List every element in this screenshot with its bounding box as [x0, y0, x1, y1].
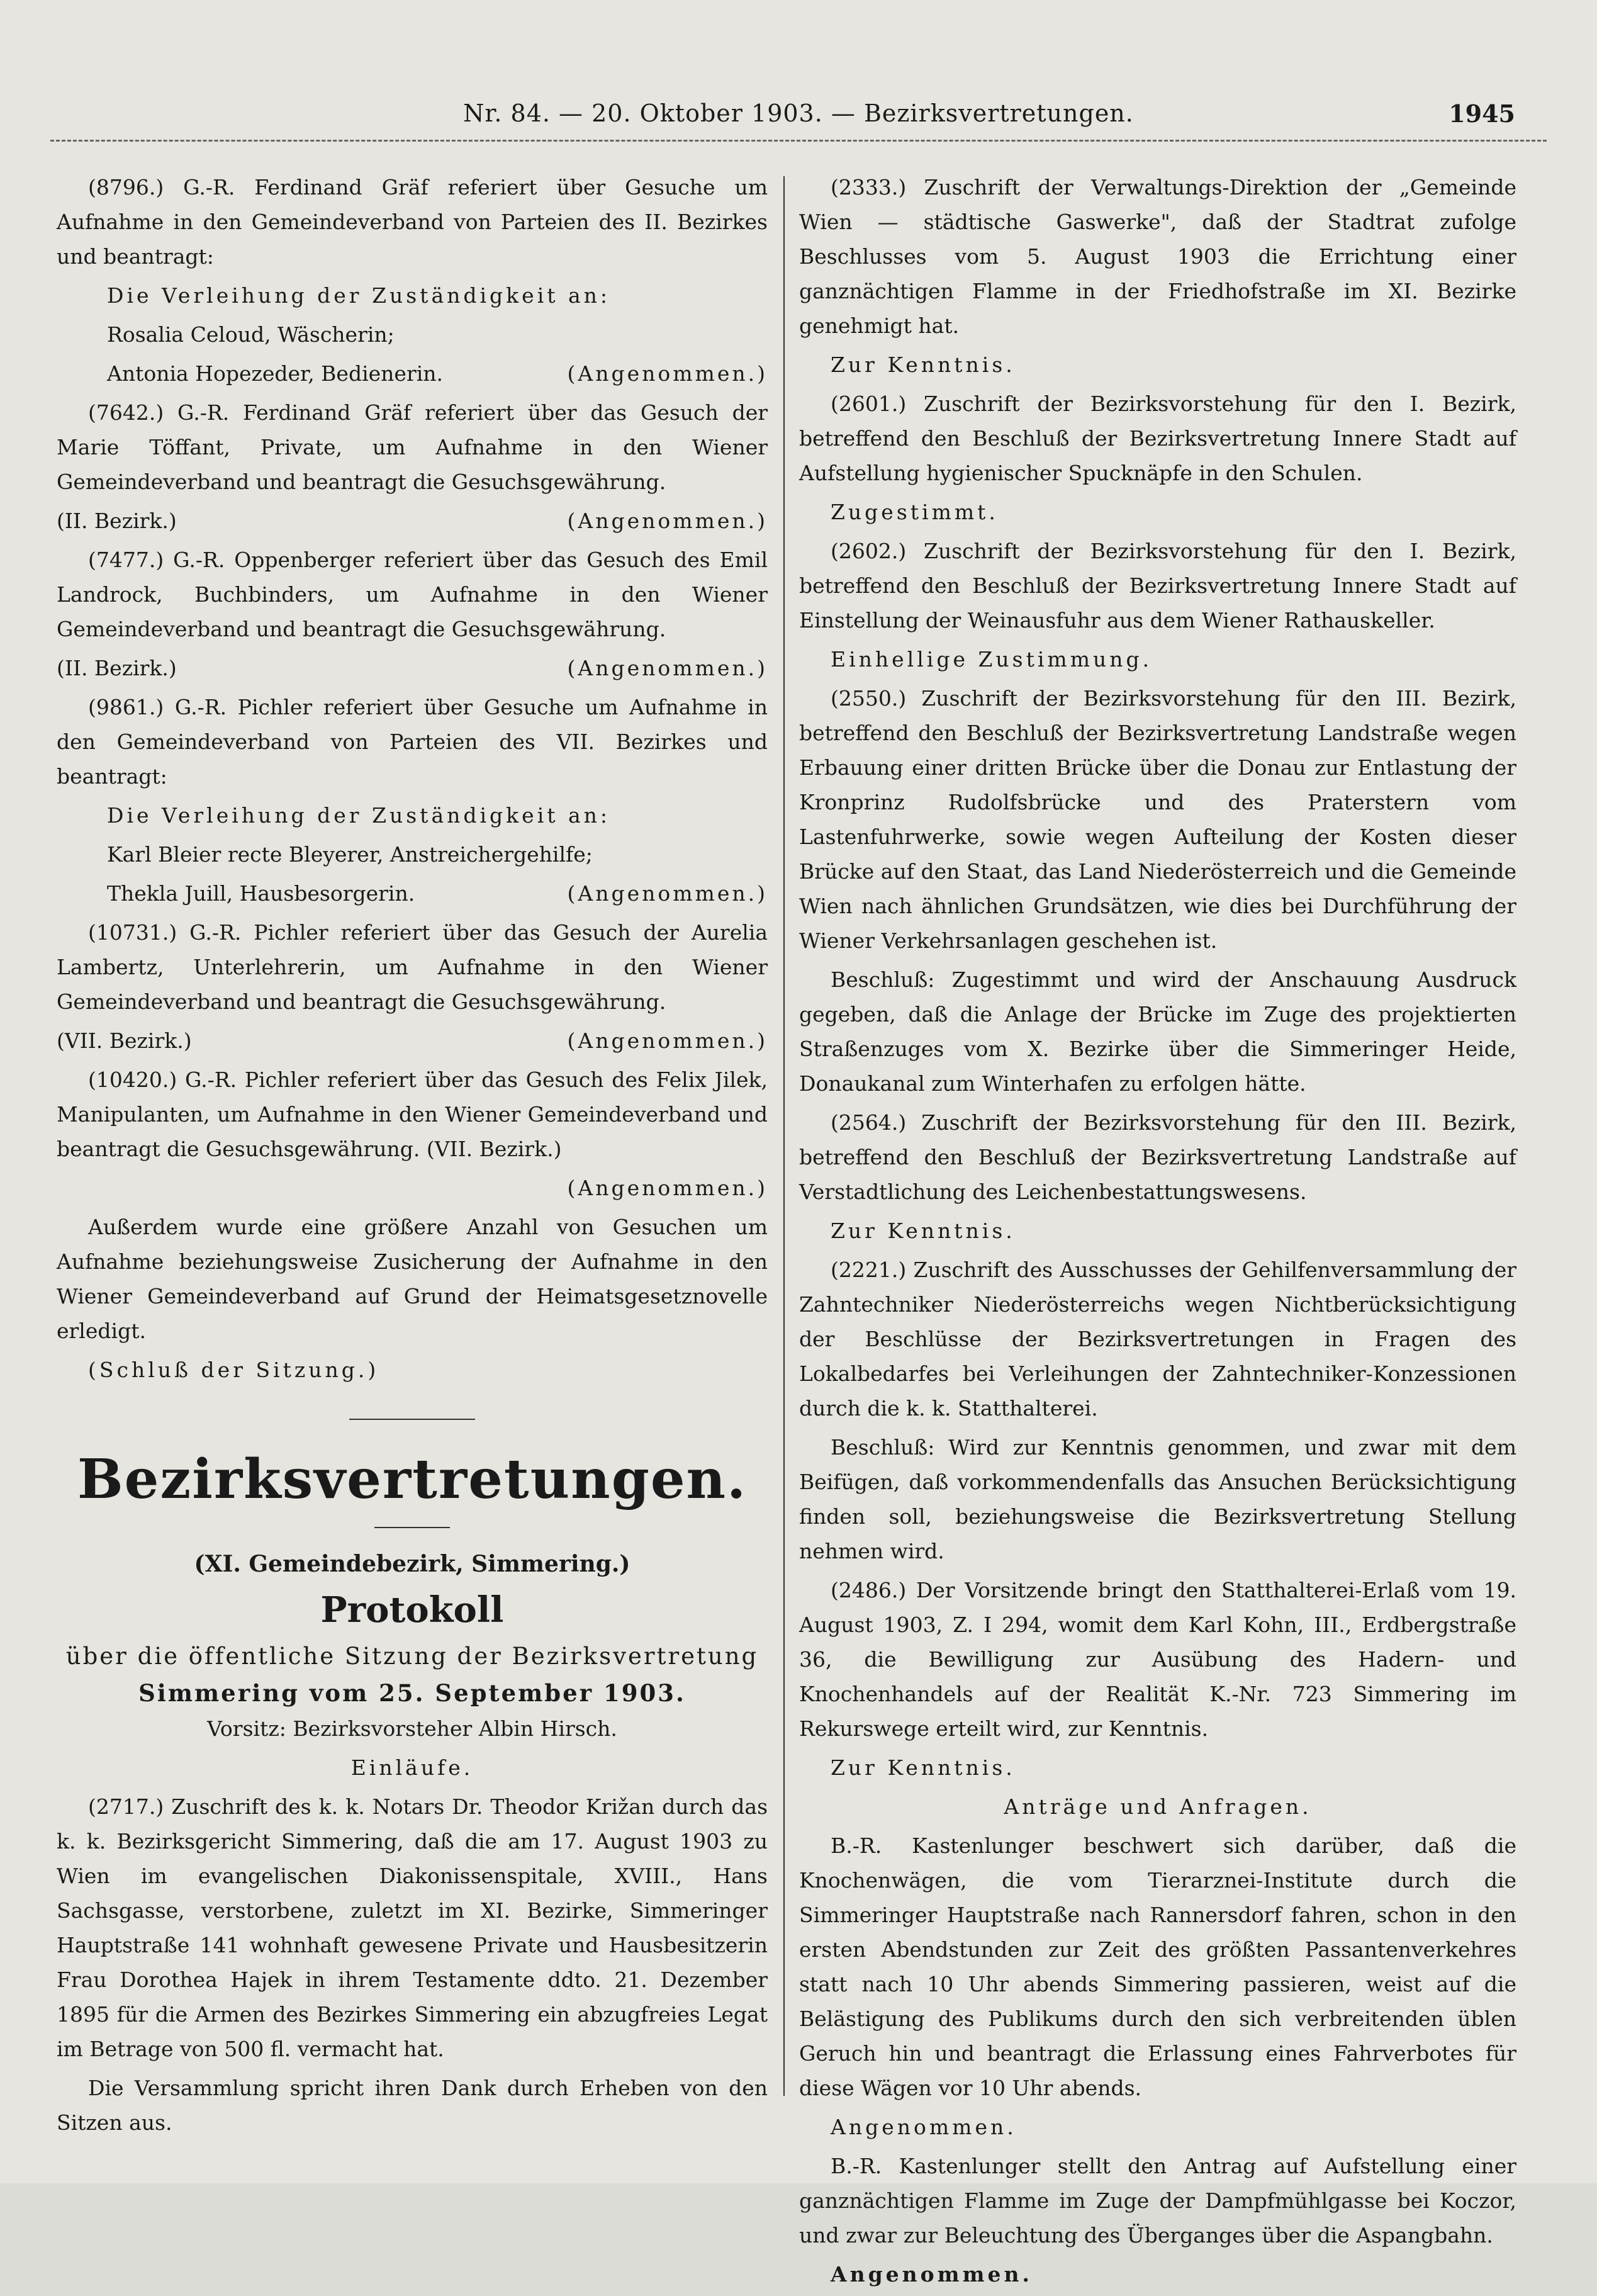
list-item	[57, 356, 768, 391]
district-note: (VII. Bezirk.)	[57, 1028, 192, 1053]
divider	[349, 1419, 475, 1420]
chair: Vorsitz: Bezirksvorsteher Albin Hirsch.	[207, 1716, 617, 1741]
column-divider	[783, 176, 785, 2096]
paragraph: (8796.) G.-R. Ferdinand Gräf referiert über Gesuche um Aufnahme in den Gemeindeverband von Parteien des II. Bezirkes und beantragt:	[57, 175, 768, 269]
paragraph: Außerdem wurde eine größere Anzahl von Gesuchen um Aufnahme beziehungsweise Zusicherung der Aufnahme in den Wiener Gemeindeverband auf Grund der Heimatsgesetznovelle erledigt.	[57, 1215, 768, 1343]
paragraph: B.-R. Kastenlunger stellt den Antrag auf Aufstellung einer ganznächtigen Flamme im Zuge der Dampfmühlgasse bei Koczor, und zwar zur Beleuchtung des Überganges über die Aspangbahn.	[799, 2154, 1516, 2248]
einlaeufe-heading: Einläufe.	[350, 1755, 474, 1780]
resolution: (Angenommen.)	[567, 1176, 768, 1200]
protokoll-heading: Protokoll	[320, 1589, 504, 1631]
list-item: Die Verleihung der Zuständigkeit an:	[107, 803, 611, 828]
decision: Einhellige Zustimmung.	[831, 647, 1153, 672]
paragraph: (2221.) Zuschrift des Ausschusses der Gehilfenversammlung der Zahntechniker Niederösterreichs wegen Nichtberücksichtigung der Beschlüsse der Bezirksvertretungen in Fragen des Lokalbedarfes bei Verleihungen der Zahntechniker-Konzessionen durch die k. k. Statthalterei.	[799, 1258, 1516, 1421]
decision: Zur Kenntnis.	[831, 1218, 1016, 1243]
session-end: (Schluß der Sitzung.)	[88, 1358, 379, 1382]
list-item-text: Thekla Juill, Hausbesorgerin.	[107, 881, 415, 906]
page-number: 1945	[1449, 99, 1515, 128]
session-date: Simmering vom 25. September 1903.	[138, 1679, 686, 1707]
district-note: (II. Bezirk.)	[57, 509, 177, 533]
paragraph: B.-R. Kastenlunger beschwert sich darüber, daß die Knochenwägen, die vom Tierarznei-Institute durch die Simmeringer Hauptstraße nach Rannersdorf fahren, schon in den ersten Abendstunden zur Zeit des größten Passantenverkehres statt nach 10 Uhr abends Simmering passieren, weist auf die Belästigung des Publikums durch den sich verbreitenden üblen Geruch hin und beantragt die Erlassung eines Fahrverbotes für diese Wägen vor 10 Uhr abends.	[799, 1833, 1516, 2100]
paragraph: (10731.) G.-R. Pichler referiert über das Gesuch der Aurelia Lambertz, Unterlehrerin, um Aufnahme in den Wiener Gemeindeverband und beantragt die Gesuchsgewährung.	[57, 920, 768, 1014]
right-column	[799, 170, 1516, 2296]
header-rule	[50, 140, 1547, 142]
paragraph: (9861.) G.-R. Pichler referiert über Gesuche um Aufnahme in den Gemeindeverband von Parteien des VII. Bezirkes und beantragt:	[57, 695, 768, 789]
district-note: (II. Bezirk.)	[57, 656, 177, 680]
antraege-heading: Anträge und Anfragen.	[1004, 1794, 1312, 1819]
decision: Zur Kenntnis.	[831, 1755, 1016, 1780]
paragraph: (2564.) Zuschrift der Bezirksvorstehung für den III. Bezirk, betreffend den Beschluß der Bezirksvertretung Landstraße auf Verstadtlichung des Leichenbestattungswesens.	[799, 1110, 1516, 1204]
resolution: (Angenommen.)	[567, 881, 768, 906]
paragraph: (7477.) G.-R. Oppenberger referiert über das Gesuch des Emil Landrock, Buchbinders, um Aufnahme in den Wiener Gemeindeverband und beantragt die Gesuchsgewährung.	[57, 548, 768, 641]
paragraph: (2333.) Zuschrift der Verwaltungs-Direktion der „Gemeinde Wien — städtische Gaswerke", daß der Stadtrat zufolge Beschlusses vom 5. August 1903 die Errichtung einer ganznächtigen Flamme in der Friedhofstraße im XI. Bezirke genehmigt hat.	[799, 175, 1516, 338]
paragraph: (2550.) Zuschrift der Bezirksvorstehung für den III. Bezirk, betreffend den Beschluß der Bezirksvertretung Landstraße wegen Erbauung einer dritten Brücke über die Donau zur Entlastung der Kronprinz Rudolfsbrücke und des Praterstern vom Lastenfuhrwerke, sowie wegen Aufteilung der Kosten dieser Brücke auf den Staat, das Land Niederösterreich und die Gemeinde Wien nach ähnlichen Grundsätzen, wie dies bei Durchführung der Wiener Verkehrsanlagen geschehen ist.	[799, 686, 1516, 953]
paragraph: (7642.) G.-R. Ferdinand Gräf referiert über das Gesuch der Marie Töffant, Private, um Aufnahme in den Wiener Gemeindeverband und beantragt die Gesuchsgewährung.	[57, 400, 768, 494]
session-description: über die öffentliche Sitzung der Bezirksvertretung	[65, 1643, 759, 1670]
resolution: (Angenommen.)	[567, 1028, 768, 1053]
resolution: (Angenommen.)	[567, 656, 768, 680]
list-item-text: Antonia Hopezeder, Bedienerin.	[107, 361, 444, 386]
paragraph: (2717.) Zuschrift des k. k. Notars Dr. Theodor Križan durch das k. k. Bezirksgericht Simmering, daß die am 17. August 1903 zu Wien im evangelischen Diakonissenspitale, XVIII., Hans Sachsgasse, verstorbene, zuletzt im XI. Bezirke, Simmeringer Hauptstraße 141 wohnhaft gewesene Private und Hausbesitzerin Frau Dorothea Hajek in ihrem Testamente ddto. 21. Dezember 1895 für die Armen des Bezirkes Simmering ein abzugfreies Legat im Betrage von 500 fl. vermacht hat.	[57, 1794, 768, 2061]
section-title: Bezirksvertretungen.	[77, 1448, 748, 1511]
list-item: Die Verleihung der Zuständigkeit an:	[107, 283, 611, 308]
decision: Angenommen.	[831, 2262, 1033, 2287]
resolution: Beschluß: Wird zur Kenntnis genommen, und zwar mit dem Beifügen, daß vorkommendenfalls das Ansuchen Berücksichtigung finden soll, beziehungsweise die Bezirksvertretung Stellung nehmen wird.	[799, 1435, 1516, 1563]
resolution: (Angenommen.)	[567, 361, 768, 386]
paragraph: Die Versammlung spricht ihren Dank durch Erheben von den Sitzen aus.	[57, 2076, 768, 2135]
list-item: Rosalia Celoud, Wäscherin;	[107, 322, 395, 347]
resolution: Beschluß: Zugestimmt und wird der Anschauung Ausdruck gegeben, daß die Anlage der Brücke im Zuge des projektierten Straßenzuges vom X. Bezirke über die Simmeringer Heide, Donaukanal zum Winterhafen zu erfolgen hätte.	[799, 967, 1516, 1096]
running-header	[0, 99, 1597, 137]
running-title: Nr. 84. — 20. Oktober 1903. — Bezirksvertretungen.	[463, 99, 1134, 127]
list-item: Karl Bleier recte Bleyerer, Anstreichergehilfe;	[107, 842, 593, 867]
decision: Zur Kenntnis.	[831, 352, 1016, 377]
district-heading: (XI. Gemeindebezirk, Simmering.)	[194, 1551, 630, 1577]
resolution: (Angenommen.)	[567, 509, 768, 533]
paragraph: (2486.) Der Vorsitzende bringt den Statthalterei-Erlaß vom 19. August 1903, Z. I 294, womit dem Karl Kohn, III., Erdbergstraße 36, die Bewilligung zur Ausübung des Hadern- und Knochenhandels auf der Realität K.-Nr. 723 Simmering im Rekurswege erteilt wird, zur Kenntnis.	[799, 1578, 1516, 1741]
paragraph: (10420.) G.-R. Pichler referiert über das Gesuch des Felix Jilek, Manipulanten, um Aufnahme in den Wiener Gemeindeverband und beantragt die Gesuchsgewährung. (VII. Bezirk.)	[57, 1067, 768, 1161]
divider	[374, 1527, 450, 1528]
decision: Angenommen.	[831, 2115, 1017, 2139]
paragraph: (2601.) Zuschrift der Bezirksvorstehung für den I. Bezirk, betreffend den Beschluß der Bezirksvertretung Innere Stadt auf Aufstellung hygienischer Spucknäpfe in den Schulen.	[799, 391, 1516, 485]
decision: Zugestimmt.	[831, 500, 999, 524]
paragraph: (2602.) Zuschrift der Bezirksvorstehung für den I. Bezirk, betreffend den Beschluß der Bezirksvertretung Innere Stadt auf Einstellung der Weinausfuhr aus dem Wiener Rathauskeller.	[799, 539, 1516, 633]
left-column	[57, 170, 768, 2144]
